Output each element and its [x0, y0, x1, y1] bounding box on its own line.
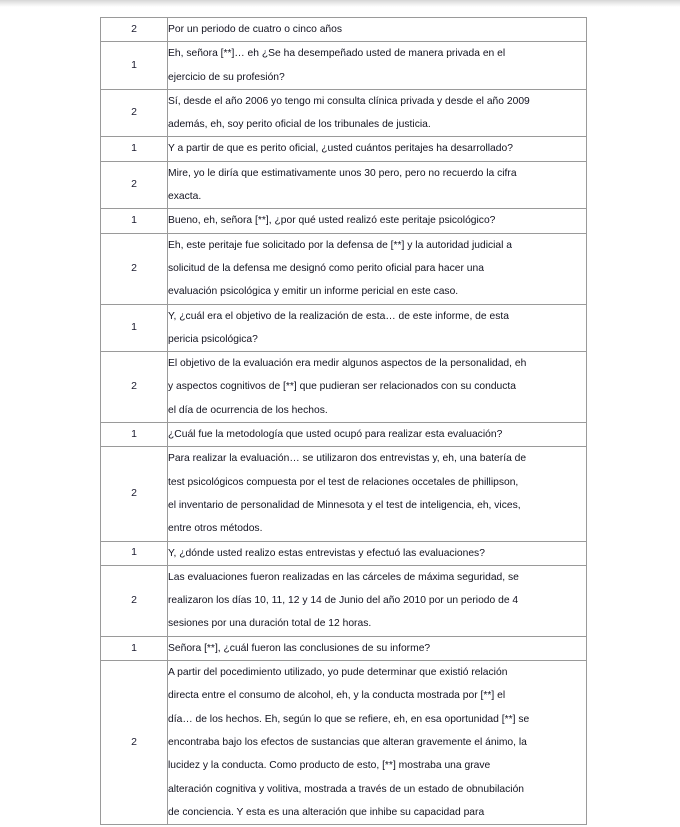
speaker-cell	[101, 423, 168, 447]
utterance-line: Y, ¿dónde usted realizo estas entrevistas y efectuó las evaluaciones?	[168, 547, 485, 559]
speaker-cell	[101, 161, 168, 209]
utterance-line: sesiones por una duración total de 12 horas.	[168, 618, 372, 630]
utterance-line: alteración cognitiva y volitiva, mostrada a través de un estado de obnubilación	[168, 783, 525, 795]
utterance-cell	[168, 18, 587, 42]
utterance-line: el día de ocurrencia de los hechos.	[168, 404, 328, 416]
utterance-cell	[168, 352, 587, 423]
speaker-number: 2	[131, 22, 137, 35]
speaker-cell	[101, 89, 168, 137]
utterance-line: día… de los hechos. Eh, según lo que se refiere, eh, en esa oportunidad [**] se	[168, 713, 530, 725]
utterance-cell	[168, 42, 587, 90]
table-row	[101, 18, 587, 42]
utterance-line: Las evaluaciones fueron realizadas en las cárceles de máxima seguridad, se	[168, 571, 519, 583]
speaker-cell	[101, 661, 168, 825]
speaker-number: 1	[131, 321, 137, 334]
table-row	[101, 137, 587, 161]
utterance-line: evaluación psicológica y emitir un informe pericial en este caso.	[168, 286, 459, 298]
utterance-line: exacta.	[168, 191, 202, 203]
utterance-line: Para realizar la evaluación… se utilizaron dos entrevistas y, eh, una batería de	[168, 453, 527, 465]
table-row	[101, 352, 587, 423]
table-row	[101, 304, 587, 352]
utterance-cell	[168, 209, 587, 233]
utterance-line: Y, ¿cuál era el objetivo de la realización de esta… de este informe, de esta	[168, 310, 509, 322]
utterance-line: ¿Cuál fue la metodología que usted ocupó para realizar esta evaluación?	[168, 429, 503, 441]
utterance-line: además, eh, soy perito oficial de los tribunales de justicia.	[168, 119, 431, 131]
table-row	[101, 661, 587, 825]
speaker-number: 2	[131, 594, 137, 606]
speaker-cell	[101, 209, 168, 233]
utterance-line: Bueno, eh, señora [**], ¿por qué usted realizó este peritaje psicológico?	[168, 215, 496, 227]
speaker-number: 2	[131, 380, 137, 393]
speaker-number: 2	[131, 178, 137, 191]
utterance-cell	[168, 541, 587, 565]
utterance-line: Mire, yo le diría que estimativamente unos 30 pero, pero no recuerdo la cifra	[168, 167, 517, 179]
speaker-number: 1	[131, 142, 137, 155]
utterance-cell	[168, 233, 587, 304]
table-row	[101, 447, 587, 541]
utterance-line: Y a partir de que es perito oficial, ¿usted cuántos peritajes ha desarrollado?	[168, 143, 513, 155]
speaker-cell	[101, 233, 168, 304]
table-row	[101, 541, 587, 565]
utterance-line: Eh, señora [**]… eh ¿Se ha desempeñado usted de manera privada en el	[168, 48, 506, 60]
speaker-number: 2	[131, 735, 137, 748]
utterance-cell	[168, 661, 587, 825]
utterance-line: Señora [**], ¿cuál fueron las conclusiones de su informe?	[168, 642, 431, 654]
speaker-number: 2	[131, 261, 137, 274]
speaker-cell	[101, 18, 168, 42]
table-row	[101, 89, 587, 137]
utterance-line: de conciencia. Y esta es una alteración que inhibe su capacidad para	[168, 806, 485, 818]
table-row	[101, 42, 587, 90]
speaker-cell	[101, 42, 168, 90]
utterance-line: entre otros métodos.	[168, 523, 263, 535]
speaker-cell	[101, 565, 168, 636]
utterance-line: El objetivo de la evaluación era medir algunos aspectos de la personalidad, eh	[168, 358, 527, 370]
utterance-cell	[168, 423, 587, 447]
utterance-cell	[168, 636, 587, 660]
utterance-line: A partir del pocedimiento utilizado, yo pude determinar que existió relación	[168, 667, 508, 679]
utterance-line: lucidez y la conducta. Como producto de esto, [**] mostraba una grave	[168, 760, 491, 772]
table-row	[101, 636, 587, 660]
speaker-number: 2	[131, 487, 137, 500]
utterance-line: Por un periodo de cuatro o cinco años	[168, 24, 343, 35]
utterance-cell	[168, 304, 587, 352]
utterance-line: directa entre el consumo de alcohol, eh, y la conducta mostrada por [**] el	[168, 690, 506, 702]
utterance-cell	[168, 89, 587, 137]
utterance-line: solicitud de la defensa me designó como perito oficial para hacer una	[168, 262, 484, 274]
table-row	[101, 233, 587, 304]
speaker-number: 1	[131, 58, 137, 71]
utterance-line: encontraba bajo los efectos de sustancias que alteran gravemente el ánimo, la	[168, 736, 527, 748]
table-row	[101, 565, 587, 636]
utterance-line: pericia psicológica?	[168, 333, 258, 345]
speaker-number: 1	[131, 427, 137, 440]
transcript-table	[100, 17, 587, 825]
table-row	[101, 423, 587, 447]
speaker-cell	[101, 304, 168, 352]
speaker-number: 2	[131, 106, 137, 119]
transcript-table-body	[101, 18, 587, 825]
utterance-line: Eh, este peritaje fue solicitado por la defensa de [**] y la autoridad judicial a	[168, 239, 513, 251]
utterance-cell	[168, 447, 587, 541]
speaker-number: 1	[131, 214, 137, 227]
speaker-cell	[101, 541, 168, 565]
utterance-line: Sí, desde el año 2006 yo tengo mi consulta clínica privada y desde el año 2009	[168, 95, 530, 107]
utterance-line: ejercicio de su profesión?	[168, 71, 285, 83]
utterance-cell	[168, 161, 587, 209]
utterance-cell	[168, 137, 587, 161]
utterance-line: el inventario de personalidad de Minnesota y el test de inteligencia, eh, vices,	[168, 499, 521, 511]
speaker-number: 1	[131, 546, 137, 559]
utterance-cell	[168, 565, 587, 636]
speaker-number: 1	[131, 641, 137, 654]
speaker-cell	[101, 352, 168, 423]
utterance-line: y aspectos cognitivos de [**] que pudieran ser relacionados con su conducta	[168, 381, 517, 393]
table-row	[101, 209, 587, 233]
speaker-cell	[101, 636, 168, 660]
speaker-cell	[101, 447, 168, 541]
table-row	[101, 161, 587, 209]
utterance-line: test psicológicos compuesta por el test de relaciones occetales de phillipson,	[168, 476, 519, 488]
speaker-cell	[101, 137, 168, 161]
utterance-line: realizaron los días 10, 11, 12 y 14 de Junio del año 2010 por un periodo de 4	[168, 595, 519, 607]
